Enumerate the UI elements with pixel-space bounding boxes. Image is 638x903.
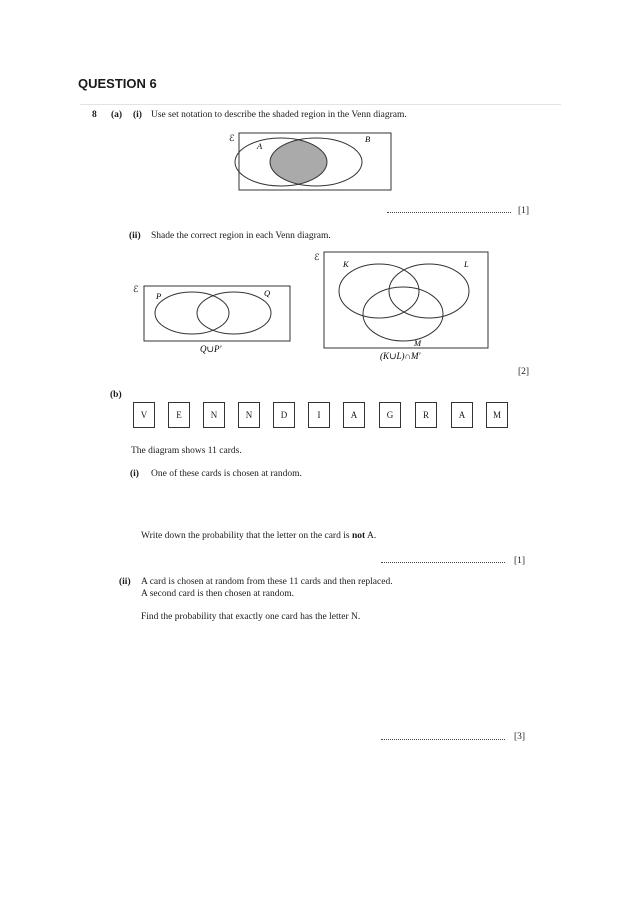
part-b-i-prompt bbox=[141, 531, 376, 541]
heading-divider bbox=[80, 104, 561, 105]
set-b-label: B bbox=[365, 134, 371, 144]
letter-card: A bbox=[343, 402, 365, 428]
letter-card: E bbox=[168, 402, 190, 428]
letter-card: V bbox=[133, 402, 155, 428]
part-b-intro: The diagram shows 11 cards. bbox=[131, 446, 242, 456]
mark-a-ii: [2] bbox=[518, 367, 530, 377]
set-m-label: M bbox=[414, 338, 422, 348]
part-b-ii-prompt: Find the probability that exactly one card has the letter N. bbox=[141, 612, 361, 622]
letter-card: A bbox=[451, 402, 473, 428]
set-l-label: L bbox=[464, 259, 469, 269]
set-p-label: P bbox=[156, 291, 162, 301]
universal-symbol-ab: ℰ bbox=[229, 133, 235, 143]
letter-card: R bbox=[415, 402, 437, 428]
letter-card: M bbox=[486, 402, 508, 428]
set-a-label: A bbox=[257, 141, 263, 151]
prompt-text-end: A. bbox=[365, 531, 377, 541]
venn-caption-pq: Q∪P′ bbox=[200, 344, 222, 354]
question-heading: QUESTION 6 bbox=[78, 76, 157, 91]
part-a-ii-text: Shade the correct region in each Venn diagram. bbox=[151, 231, 331, 241]
part-a-label: (a) bbox=[111, 110, 123, 120]
answer-line-a-i[interactable] bbox=[387, 212, 511, 213]
part-b-ii-label: (ii) bbox=[119, 577, 131, 587]
mark-b-ii: [3] bbox=[514, 732, 526, 742]
venn-diagram-ab bbox=[226, 128, 396, 194]
letter-card: N bbox=[238, 402, 260, 428]
part-a-i-text: Use set notation to describe the shaded region in the Venn diagram. bbox=[151, 110, 407, 120]
venn-caption-klm: (K∪L)∩M′ bbox=[380, 351, 421, 361]
venn-diagram-klm[interactable] bbox=[312, 248, 492, 364]
set-l-ellipse bbox=[389, 264, 469, 318]
part-b-ii-line1: A card is chosen at random from these 11 cards and then replaced. bbox=[141, 577, 393, 587]
venn-diagram-pq[interactable] bbox=[130, 280, 295, 355]
set-q-label: Q bbox=[264, 288, 271, 298]
letter-card: D bbox=[273, 402, 295, 428]
part-a-i-label: (i) bbox=[133, 110, 142, 120]
set-q-ellipse bbox=[197, 292, 271, 334]
part-b-label: (b) bbox=[110, 390, 122, 400]
set-k-ellipse bbox=[339, 264, 419, 318]
letter-card: I bbox=[308, 402, 330, 428]
part-a-ii-label: (ii) bbox=[129, 231, 141, 241]
prompt-emphasis: not bbox=[351, 531, 366, 541]
part-b-i-label: (i) bbox=[130, 469, 139, 479]
set-m-ellipse bbox=[363, 287, 443, 341]
answer-line-b-ii[interactable] bbox=[381, 739, 505, 740]
question-number: 8 bbox=[92, 110, 97, 120]
universal-symbol-pq: ℰ bbox=[133, 284, 139, 294]
part-b-ii-line2: A second card is then chosen at random. bbox=[141, 589, 295, 599]
set-p-ellipse bbox=[155, 292, 229, 334]
answer-line-b-i[interactable] bbox=[381, 562, 505, 563]
letter-card: N bbox=[203, 402, 225, 428]
letter-card: G bbox=[379, 402, 401, 428]
mark-b-i: [1] bbox=[514, 556, 526, 566]
universal-symbol-klm: ℰ bbox=[314, 252, 320, 262]
part-b-i-text: One of these cards is chosen at random. bbox=[151, 469, 302, 479]
set-k-label: K bbox=[343, 259, 349, 269]
mark-a-i: [1] bbox=[518, 206, 530, 216]
prompt-text: Write down the probability that the letter on the card is bbox=[141, 531, 352, 541]
